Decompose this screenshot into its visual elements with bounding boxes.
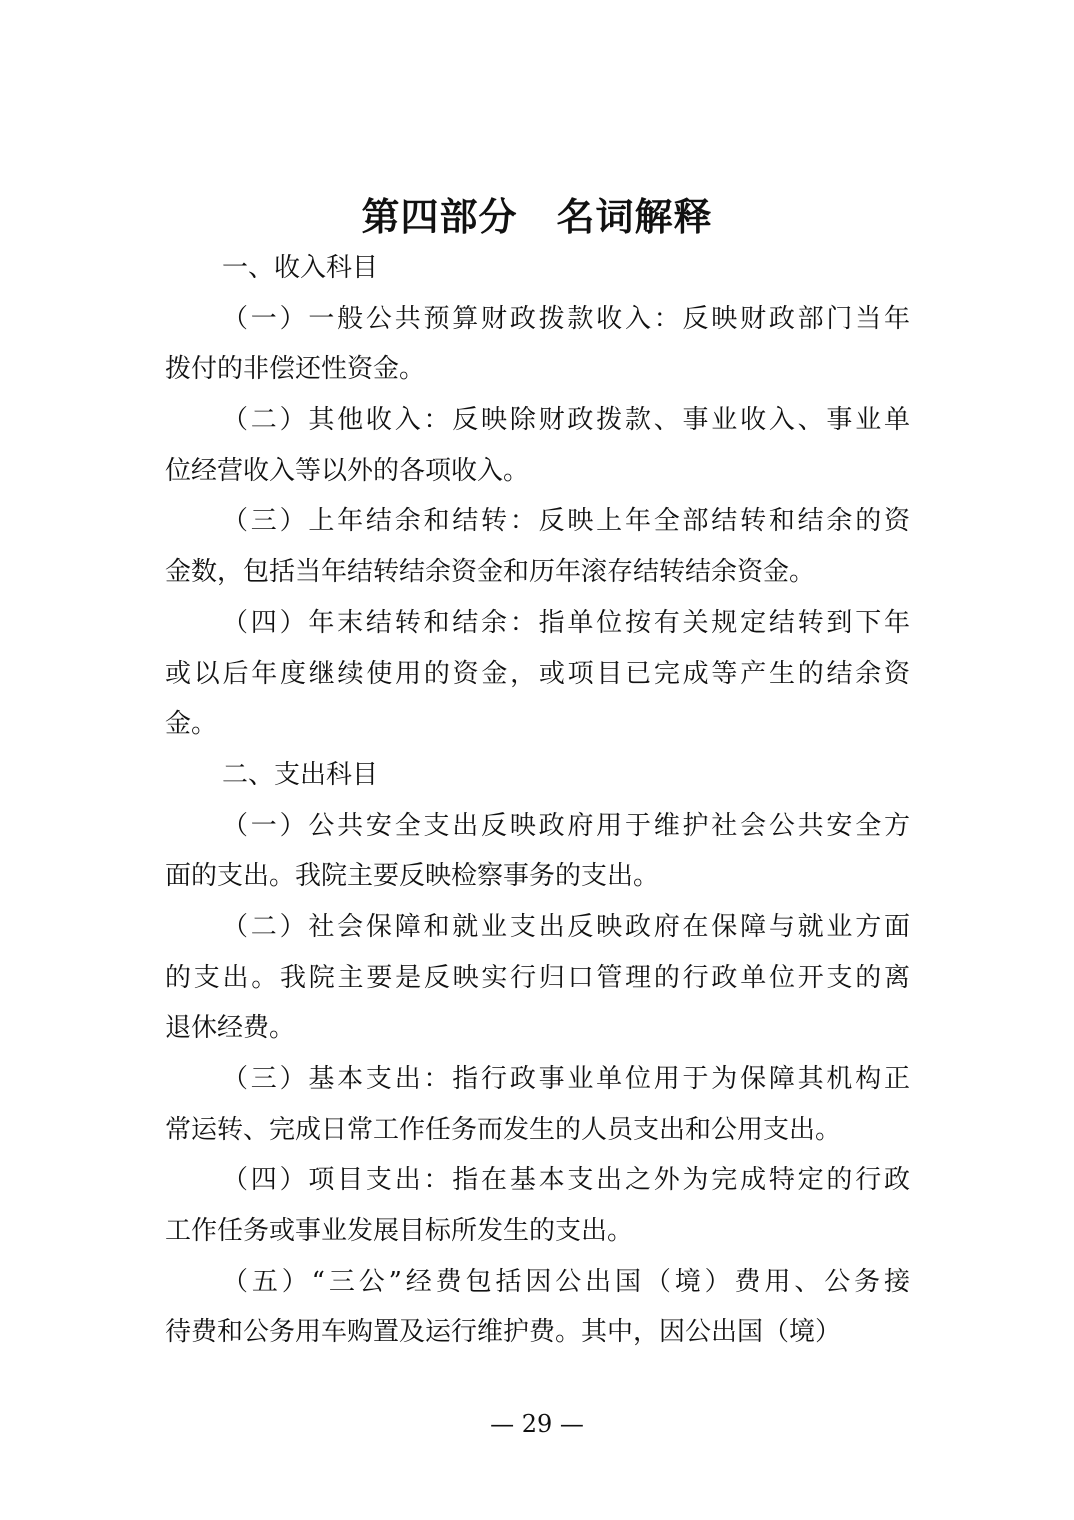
text-line: 工作任务或事业发展目标所发生的支出。 [165,1216,634,1247]
paragraph [165,496,910,597]
paragraph [165,801,910,902]
text-line: （二）社会保障和就业支出反映政府在保障与就业方面 [222,911,910,942]
text-line: 的支出。我院主要是反映实行归口管理的行政单位开支的离 [165,962,910,993]
paragraph [165,902,910,1054]
text-line: 退休经费。 [165,1013,296,1044]
text-line: 面的支出。我院主要反映检察事务的支出。 [165,861,660,892]
section [165,243,910,750]
text-line: （一）公共安全支出反映政府用于维护社会公共安全方 [222,810,910,841]
document-body [165,243,910,1358]
text-line: （二）其他收入：反映除财政拨款、事业收入、事业单 [222,405,910,436]
text-line: （四）年末结转和结余：指单位按有关规定结转到下年 [222,607,910,638]
section-heading: 二、支出科目 [222,759,379,790]
text-line: （三）基本支出：指行政事业单位用于为保障其机构正 [222,1064,910,1094]
page-title: 第四部分 名词解释 [361,195,713,239]
paragraph [165,1054,910,1155]
text-line: 金。 [165,709,218,740]
paragraph [165,294,910,395]
text-line: 位经营收入等以外的各项收入。 [165,455,530,486]
page-number: — 29 — [490,1410,584,1438]
paragraph [165,1257,910,1358]
text-line: （五）“三公”经费包括因公出国（境）费用、公务接 [222,1266,910,1297]
paragraph [165,1155,910,1256]
text-line: （三）上年结余和结转：反映上年全部结转和结余的资 [222,506,910,537]
text-line: 拨付的非偿还性资金。 [165,354,426,385]
section-heading: 一、收入科目 [222,253,379,283]
text-line: （四）项目支出：指在基本支出之外为完成特定的行政 [222,1165,910,1196]
section [165,750,910,1358]
text-line: 待费和公务用车购置及运行维护费。其中，因公出国（境） [165,1317,842,1348]
text-line: （一）一般公共预算财政拨款收入：反映财政部门当年 [222,303,910,334]
text-line: 金数，包括当年结转结余资金和历年滚存结转结余资金。 [165,557,816,588]
paragraph [165,395,910,496]
text-line: 常运转、完成日常工作任务而发生的人员支出和公用支出。 [165,1114,842,1145]
text-line: 或以后年度继续使用的资金，或项目已完成等产生的结余资 [165,658,910,689]
paragraph [165,598,910,750]
